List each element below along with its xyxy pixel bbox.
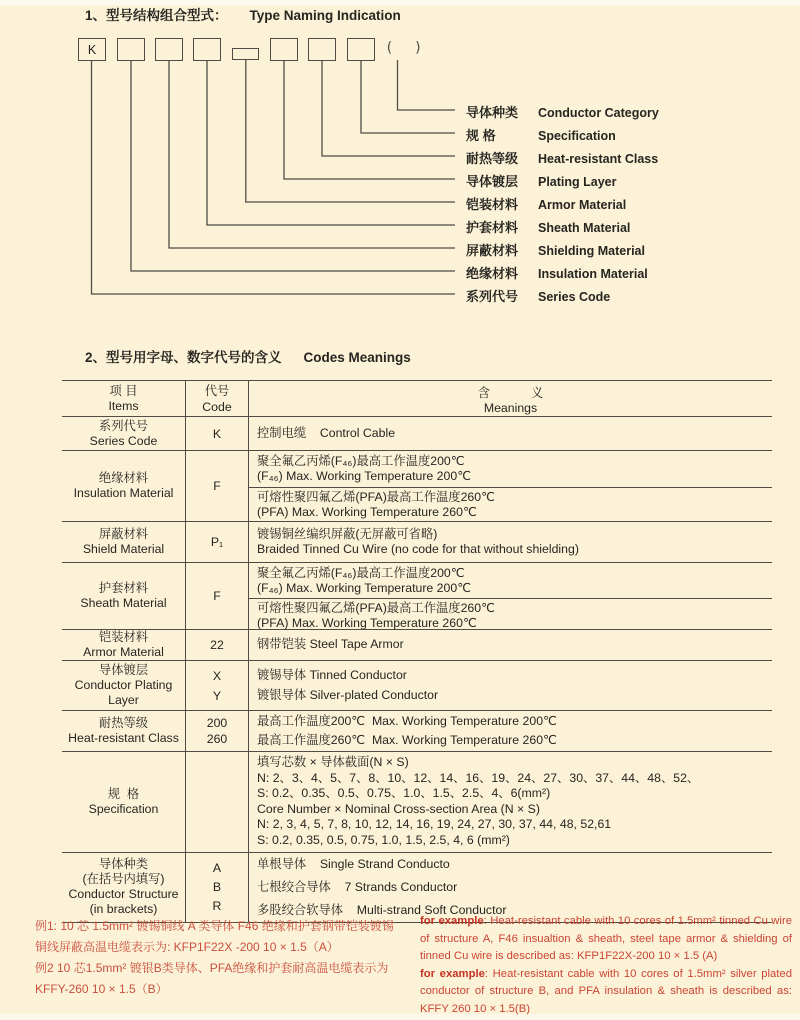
meanings-cell: [249, 630, 773, 661]
conductor-structure-brackets: ( ): [385, 40, 429, 56]
code-value: X: [212, 668, 222, 683]
label-en: Shielding Material: [538, 244, 645, 258]
item-cell: [62, 752, 186, 853]
item-cell: [62, 563, 186, 630]
code-value: Y: [212, 688, 222, 703]
item-zh: 导体镀层: [98, 663, 149, 677]
code-cell: [186, 563, 249, 630]
diagram-label-heat-resistant-class: [466, 148, 658, 168]
table-row-shield-material: [62, 522, 772, 563]
table-header-row: [62, 381, 772, 417]
code-cell: [186, 711, 249, 752]
label-zh: 绝缘材料: [466, 266, 519, 281]
codes-meanings-table: [62, 380, 772, 923]
meanings-cell: [249, 451, 773, 522]
item-zh: 系列代号: [98, 418, 149, 433]
code-value: 22: [210, 638, 224, 652]
example-1-en: [420, 913, 792, 966]
code-value: P₁: [210, 535, 224, 549]
code-cell: [186, 752, 249, 853]
meaning-line: 多股绞合软导体 Multi-strand Soft Conductor: [257, 902, 507, 917]
meaning-zh: 聚全氟乙丙烯(F₄₆)最高工作温度200℃: [257, 565, 465, 580]
label-en: Sheath Material: [538, 221, 631, 235]
meaning-line: 七根绞合导体 7 Strands Conductor: [257, 879, 458, 894]
label-zh: 导体种类: [466, 105, 519, 120]
code-box-series: [78, 38, 106, 61]
spec-line: 填写芯数 × 导体截面(N × S): [257, 755, 409, 769]
item-zh: 绝缘材料: [98, 471, 149, 485]
item-zh: 导体种类: [98, 857, 149, 872]
section1-title-zh: 1、型号结构组合型式：: [85, 8, 228, 23]
meaning-block: [249, 525, 772, 560]
header-code: [186, 381, 249, 417]
meaning-block: [249, 564, 772, 598]
table-row-armor-material: [62, 630, 772, 661]
meaning-block: [249, 598, 772, 629]
label-en: Plating Layer: [538, 175, 617, 189]
meaning-zh: 镀锡铜丝编织屏蔽(无屏蔽可省略): [257, 526, 438, 541]
meaning-line: 镀银导体 Silver-plated Conductor: [257, 687, 439, 702]
meaning-line: 单根导体 Single Strand Conducto: [257, 856, 450, 871]
section2-title-zh: 2、型号用字母、数字代号的含义: [85, 350, 282, 365]
example-notes-english: [420, 913, 792, 1018]
item-cell: [62, 852, 186, 922]
spec-line: S: 0.2、0.35、0.5、0.75、1.0、1.5、2.5、4、6(mm²): [257, 786, 551, 801]
table-row-heat-resistant-class: [62, 711, 772, 752]
code-cell: [186, 451, 249, 522]
meaning-en: (PFA) Max. Working Temperature 260℃: [257, 505, 477, 519]
label-zh: 导体镀层: [466, 174, 519, 189]
meaning-block: [249, 452, 772, 487]
item-cell: [62, 630, 186, 661]
section1-title-en: Type Naming Indication: [249, 8, 401, 23]
label-en: Series Code: [538, 290, 611, 304]
item-en: Conductor Plating Layer: [74, 678, 173, 707]
code-value: 200: [206, 716, 228, 730]
example-2-en: [420, 966, 792, 1019]
spec-line: S: 0.2, 0.35, 0.5, 0.75, 1.0, 1.5, 2.5, 4, 6 (mm²): [257, 832, 510, 847]
header-meanings-zh: 含 义: [477, 385, 544, 400]
code-value: R: [212, 899, 222, 914]
diagram-label-series-code: [466, 286, 610, 306]
code-box-plating: [270, 38, 298, 61]
item-cell: [62, 661, 186, 711]
for-example-label: for example: [420, 915, 484, 927]
header-items-zh: 项 目: [109, 383, 138, 398]
code-value: A: [212, 861, 222, 876]
item-cell: [62, 451, 186, 522]
code-box-shield: [155, 38, 183, 61]
meaning-line: 最高工作温度260℃ Max. Working Temperature 260℃: [257, 733, 557, 747]
meaning-en: Braided Tinned Cu Wire (no code for that without shielding): [257, 542, 579, 556]
item-zh: 规 格: [107, 786, 140, 801]
diagram-label-conductor-category: [466, 102, 659, 122]
item-zh: 屏蔽材料: [98, 527, 149, 541]
item-en: Insulation Material: [73, 486, 174, 500]
meaning-line: 钢带铠装 Steel Tape Armor: [257, 637, 404, 652]
label-en: Specification: [538, 129, 616, 143]
label-en: Conductor Category: [538, 106, 659, 120]
code-box-insulation: [117, 38, 145, 61]
label-zh: 耐热等级: [466, 151, 519, 166]
table-row-conductor-plating-layer: [62, 661, 772, 711]
table-row-specification: [62, 752, 772, 853]
example-notes-chinese: [35, 916, 397, 1000]
code-cell: [186, 417, 249, 451]
for-example-label: for example: [420, 967, 485, 980]
spec-line: N: 2, 3, 4, 5, 7, 8, 10, 12, 14, 16, 19, 24, 27, 30, 37, 44, 48, 52,61: [257, 817, 612, 832]
label-zh: 规 格: [466, 128, 496, 143]
meaning-line: 镀锡导体 Tinned Conductor: [257, 668, 407, 682]
for-example-text: : Heat-resistant cable with 10 cores of 1.5mm² tinned Cu wire of structure A, F46 insualtion & sheath, steel tape armor & shielding of tinned Cu wire is described as: KFP1F22X-200 10 × 1.5 (A): [420, 915, 792, 962]
page-bottom-edge: [0, 1014, 800, 1020]
code-cell: [186, 852, 249, 922]
item-en: Specification: [88, 801, 159, 816]
meaning-zh: 聚全氟乙丙烯(F₄₆)最高工作温度200℃: [257, 453, 465, 468]
table-row-conductor-structure: [62, 852, 772, 922]
label-en: Heat-resistant Class: [538, 152, 659, 166]
meanings-cell: [249, 752, 773, 853]
item-en: Armor Material: [83, 645, 164, 659]
section2-title-en: Codes Meanings: [303, 350, 411, 365]
meaning-block: [249, 487, 772, 521]
meanings-cell: [249, 417, 773, 451]
header-code-en: Code: [202, 399, 232, 414]
meaning-line: 控制电缆 Control Cable: [257, 425, 396, 440]
meanings-cell: [249, 661, 773, 711]
table-row-sheath-material: [62, 563, 772, 630]
item-en: Sheath Material: [80, 596, 167, 610]
example-2-zh: 例2 10 芯1.5mm² 镀银B类导体、PFA绝缘和护套耐高温电缆表示为 KFFY-260 10 × 1.5（B）: [35, 961, 389, 996]
item-en: Conductor Structure: [68, 887, 179, 902]
header-items-en: Items: [108, 398, 139, 413]
item-en: Shield Material: [82, 542, 165, 556]
code-value: 260: [206, 732, 228, 746]
item-en: Heat-resistant Class: [68, 731, 179, 745]
meaning-en: (F₄₆) Max. Working Temperature 200℃: [257, 581, 472, 595]
item-en: Series Code: [89, 433, 158, 448]
item-zh: 铠装材料: [98, 630, 149, 644]
header-meanings-en: Meanings: [483, 400, 538, 415]
diagram-label-insulation-material: [466, 263, 648, 283]
diagram-label-armor-material: [466, 194, 626, 214]
code-box-heat-class: [308, 38, 336, 61]
label-zh: 屏蔽材料: [466, 243, 519, 258]
meaning-en: (PFA) Max. Working Temperature 260℃: [257, 616, 477, 630]
meaning-line: 最高工作温度200℃ Max. Working Temperature 200℃: [257, 713, 557, 728]
label-en: Armor Material: [538, 198, 627, 212]
code-cell: [186, 630, 249, 661]
code-box-armor-small: [232, 48, 259, 60]
item-zh: 护套材料: [98, 581, 149, 595]
meaning-zh: 可熔性聚四氟乙烯(PFA)最高工作温度260℃: [257, 489, 495, 504]
code-value: F: [213, 589, 221, 603]
table-row-insulation-material: [62, 451, 772, 522]
item-cell: [62, 711, 186, 752]
diagram-label-shielding-material: [466, 240, 645, 260]
meanings-cell: [249, 522, 773, 563]
label-en: Insulation Material: [538, 267, 648, 281]
item-cell: [62, 522, 186, 563]
specification-lines: [249, 752, 772, 852]
item-zh2: (在括号内填写): [82, 872, 165, 887]
item-en2: (in brackets): [89, 902, 158, 917]
spec-line: N: 2、3、4、5、7、8、10、12、14、16、19、24、27、30、37、44、48、52、: [257, 770, 700, 785]
meaning-en: (F₄₆) Max. Working Temperature 200℃: [257, 469, 472, 483]
example-1-zh: 例1: 10 芯 1.5mm² 镀锡铜线 A 类导体 F46 绝缘和护套钢带铠装镀锡铜线屏蔽高温电缆表示为: KFP1F22X -200 10 × 1.5（A）: [35, 919, 394, 954]
code-box-specification: [347, 38, 375, 61]
header-items: [62, 381, 186, 417]
diagram-label-sheath-material: [466, 217, 630, 237]
item-zh: 耐热等级: [98, 716, 149, 730]
meaning-zh: 可熔性聚四氟乙烯(PFA)最高工作温度260℃: [257, 600, 495, 615]
spec-line: Core Number × Nominal Cross-section Area (N × S): [257, 801, 540, 816]
code-value: B: [212, 880, 222, 895]
code-value: F: [213, 479, 221, 493]
for-example-text: : Heat-resistant cable with 10 cores of 1.5mm² silver plated conductor of structure B, and PFA insulation & sheath is described as: KFFY 260 10 × 1.5(B): [420, 967, 792, 1015]
diagram-label-specification: [466, 125, 616, 145]
label-zh: 系列代号: [466, 289, 519, 304]
meanings-cell: [249, 711, 773, 752]
label-zh: 护套材料: [466, 220, 519, 235]
meanings-cell: [249, 852, 773, 922]
code-cell: [186, 661, 249, 711]
code-cell: [186, 522, 249, 563]
header-meanings: [249, 381, 773, 417]
code-box-sheath: [193, 38, 221, 61]
table-row-series-code: [62, 417, 772, 451]
code-box-series-value: K: [87, 42, 97, 57]
meanings-cell: [249, 563, 773, 630]
diagram-label-plating-layer: [466, 171, 617, 191]
item-cell: [62, 417, 186, 451]
label-zh: 铠装材料: [466, 197, 519, 212]
section2-title: [85, 346, 411, 366]
header-code-zh: 代号: [204, 383, 230, 398]
code-value: K: [212, 426, 222, 441]
